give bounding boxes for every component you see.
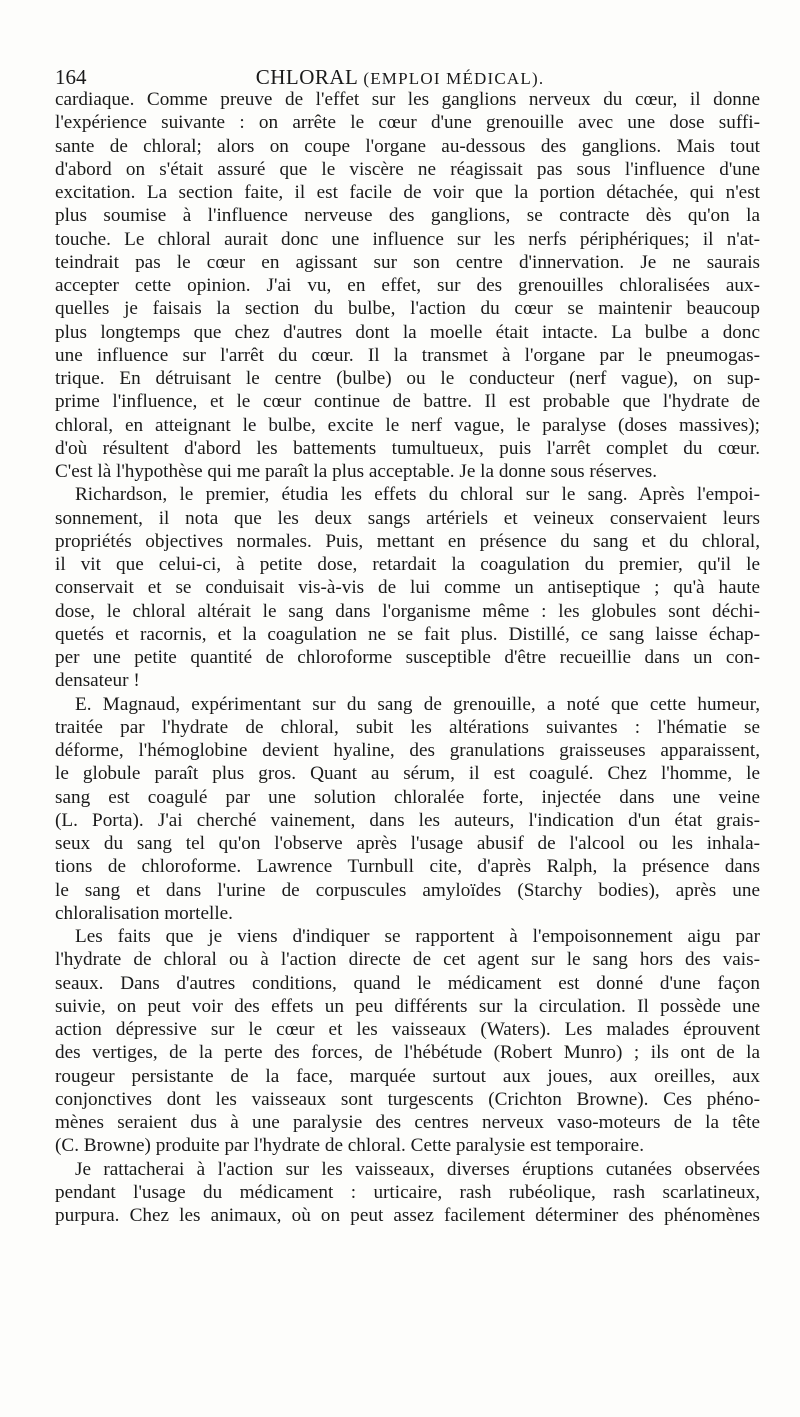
text-line: sonnement, il nota que les deux sangs artériels et veineux conservaient leurs — [55, 507, 760, 529]
text-line: quetés et racornis, et la coagulation ne se fait plus. Distillé, ce sang laisse échap- — [55, 623, 760, 645]
text-line: action dépressive sur le cœur et les vaisseaux (Waters). Les malades éprouvent — [55, 1019, 760, 1040]
text-line: suivie, on peut voir des effets un peu différents sur la circulation. Il possède une — [55, 995, 760, 1017]
text-line: accepter cette opinion. J'ai vu, en effet, sur des grenouilles chloralisées aux- — [55, 275, 760, 296]
text-line: mènes seraient dus à une paralysie des centres nerveux vaso-moteurs de la tête — [55, 1112, 760, 1133]
running-title-main: CHLORAL — [255, 65, 358, 89]
text-line: l'hydrate de chloral ou à l'action directe de cet agent sur le sang hors des vais- — [55, 949, 760, 971]
text-line: (L. Porta). J'ai cherché vainement, dans les auteurs, l'indication d'un état grais- — [55, 809, 760, 831]
text-line: purpura. Chez les animaux, où on peut assez facilement déterminer des phénomènes — [55, 1205, 760, 1226]
body-text — [55, 88, 760, 1227]
page-number: 164 — [55, 65, 87, 89]
text-line: conjonctives dont les vaisseaux sont turgescents (Crichton Browne). Ces phéno- — [55, 1088, 760, 1110]
text-line: Richardson, le premier, étudia les effets du chloral sur le sang. Après l'empoi- — [75, 484, 760, 506]
text-line: le sang et dans l'urine de corpuscules amyloïdes (Starchy bodies), après une — [55, 879, 760, 901]
text-line: rougeur persistante de la face, marquée surtout aux joues, aux oreilles, aux — [55, 1065, 760, 1087]
text-line: déforme, l'hémoglobine devient hyaline, des granulations graisseuses apparaissent, — [55, 740, 760, 761]
text-line: dose, le chloral altérait le sang dans l'organisme même : les globules sont déchi- — [55, 600, 760, 622]
text-line: touche. Le chloral aurait donc une influence sur les nerfs périphériques; il n'at- — [55, 228, 760, 250]
text-line: pendant l'usage du médicament : urticaire, rash rubéolique, rash scarlatineux, — [55, 1181, 760, 1203]
text-line: une influence sur l'arrêt du cœur. Il la transmet à l'organe par le pneumogas- — [55, 344, 760, 366]
text-line: Je rattacherai à l'action sur les vaisseaux, diverses éruptions cutanées observées — [75, 1158, 760, 1180]
text-line: chloral, en atteignant le bulbe, excite le nerf vague, le paralyse (doses massives); — [55, 414, 760, 436]
text-line: densateur ! — [55, 670, 140, 692]
text-line: conservait et se conduisait vis-à-vis de lui comme un antiseptique ; qu'à haute — [55, 577, 760, 599]
text-line: il vit que celui-ci, à petite dose, retardait la coagulation du premier, qu'il le — [55, 554, 760, 575]
text-line: chloralisation mortelle. — [55, 902, 233, 924]
text-line: sante de chloral; alors on coupe l'organe au-dessous des ganglions. Mais tout — [55, 135, 760, 157]
text-line: excitation. La section faite, il est facile de voir que la portion détachée, qui n'est — [55, 182, 760, 203]
running-title-subtitle: (EMPLOI MÉDICAL). — [363, 69, 545, 88]
text-line: seux du sang tel qu'on l'observe après l'usage abusif de l'alcool ou les inhala- — [55, 833, 760, 854]
text-line: plus soumise à l'influence nerveuse des ganglions, se contracte dès qu'on la — [55, 205, 760, 227]
text-line: traitée par l'hydrate de chloral, subit les altérations suivantes : l'hématie se — [55, 716, 760, 738]
text-line: prime l'influence, et le cœur continue de battre. Il est probable que l'hydrate de — [55, 391, 760, 413]
text-line: E. Magnaud, expérimentant sur du sang de grenouille, a noté que cette humeur, — [75, 693, 760, 715]
text-line: (C. Browne) produite par l'hydrate de chloral. Cette paralysie est temporaire. — [55, 1135, 644, 1157]
text-line: tions de chloroforme. Lawrence Turnbull cite, d'après Ralph, la présence dans — [55, 856, 760, 878]
text-line: d'abord on s'était assuré que le viscère ne réagissait pas sous l'influence d'une — [55, 158, 760, 180]
text-line: trique. En détruisant le centre (bulbe) ou le conducteur (nerf vague), on sup- — [55, 368, 760, 389]
text-line: d'où résultent d'abord les battements tumultueux, puis l'arrêt complet du cœur. — [55, 437, 760, 459]
text-line: Les faits que je viens d'indiquer se rapportent à l'empoisonnement aigu par — [75, 926, 760, 947]
text-line: per une petite quantité de chloroforme susceptible d'être recueillie dans un con- — [55, 647, 760, 668]
text-line: C'est là l'hypothèse qui me paraît la plus acceptable. Je la donne sous réserves. — [55, 461, 658, 482]
text-line: l'expérience suivante : on arrête le cœur d'une grenouille avec une dose suffi- — [55, 112, 760, 134]
text-line: plus longtemps que chez d'autres dont la moelle était intacte. La bulbe a donc — [55, 321, 760, 343]
text-line: quelles je faisais la section du bulbe, l'action du cœur se maintenir beaucoup — [55, 298, 760, 320]
text-line: des vertiges, de la perte des forces, de l'hébétude (Robert Munro) ; ils ont de la — [55, 1042, 760, 1064]
text-line: le globule paraît plus gros. Quant au sérum, il est coagulé. Chez l'homme, le — [55, 763, 760, 785]
text-line: seaux. Dans d'autres conditions, quand le médicament est donné d'une façon — [55, 972, 760, 994]
text-line: sang est coagulé par une solution chloralée forte, injectée dans une veine — [55, 786, 760, 808]
text-line: cardiaque. Comme preuve de l'effet sur les ganglions nerveux du cœur, il donne — [55, 89, 760, 110]
text-line: teindrait pas le cœur en agissant sur son centre d'innervation. Je ne saurais — [55, 251, 760, 273]
text-line: propriétés objectives normales. Puis, mettant en présence du sang et du chloral, — [55, 530, 760, 552]
